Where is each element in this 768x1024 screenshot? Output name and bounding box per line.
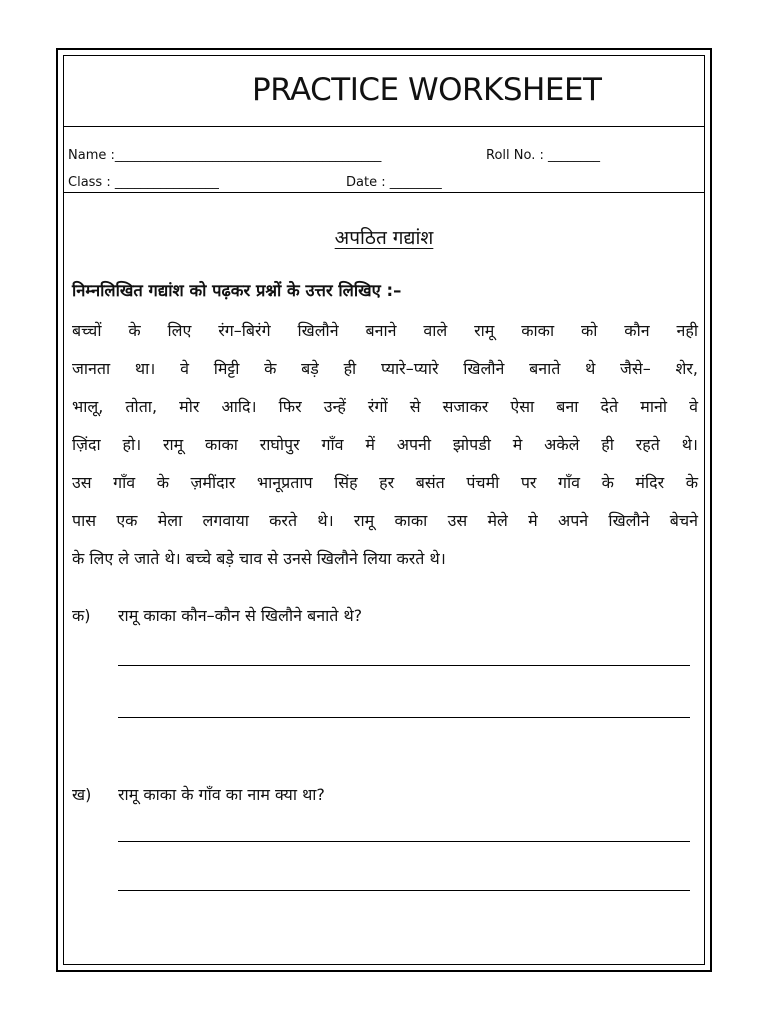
passage-line: के लिए ले जाते थे। बच्चे बड़े चाव से उनसे खिलौने लिया करते थे। — [72, 549, 446, 568]
passage-line: बच्चों के लिए रंग–बिरंगे खिलौने बनाने वाले रामू काका को कौन नही — [72, 321, 698, 340]
worksheet-outer-border — [56, 48, 712, 972]
passage-line: जानता था। वे मिट्टी के बड़े ही प्यारे–प्यारे खिलौने बनाते थे जैसे– शेर, — [72, 359, 698, 378]
question-2-text: रामू काका के गाँव का नाम क्या था? — [118, 785, 325, 804]
question-1-text: रामू काका कौन–कौन से खिलौने बनाते थे? — [118, 606, 363, 625]
worksheet-inner-border — [63, 55, 705, 965]
passage-line: ज़िंदा हो। रामू काका राघोपुर गाँव में अपनी झोपडी मे अकेले ही रहते थे। — [72, 435, 698, 454]
passage-heading — [64, 224, 704, 250]
student-info-box — [64, 127, 704, 193]
roll-no-field[interactable]: Roll No. : ________ — [486, 148, 600, 163]
answer-line[interactable] — [118, 665, 690, 666]
title-box — [64, 56, 704, 127]
name-field[interactable]: Name :_________________________________________ — [68, 148, 382, 163]
question-1 — [72, 604, 362, 626]
answer-line[interactable] — [118, 890, 690, 891]
answer-line[interactable] — [118, 841, 690, 842]
date-field[interactable]: Date : ________ — [346, 175, 442, 190]
class-field[interactable]: Class : ________________ — [68, 175, 219, 190]
passage-heading-text: अपठित गद्यांश — [334, 227, 434, 249]
question-2-label: ख) — [72, 785, 92, 804]
answer-line[interactable] — [118, 717, 690, 718]
passage-line: पास एक मेला लगवाया करते थे। रामू काका उस मेले मे अपने खिलौने बेचने — [72, 511, 698, 530]
question-1-label: क) — [72, 606, 91, 625]
instruction-text: निम्नलिखित गद्यांश को पढ़कर प्रश्नों के उत्तर लिखिए :– — [72, 281, 402, 300]
passage-line: भालू, तोता, मोर आदि। फिर उन्हें रंगों से सजाकर ऐसा बना देते मानो वे — [72, 397, 698, 416]
worksheet-title: PRACTICE WORKSHEET — [252, 72, 602, 108]
passage-line: उस गाँव के ज़मींदार भानूप्रताप सिंह हर बसंत पंचमी पर गाँव के मंदिर के — [72, 473, 698, 492]
question-2 — [72, 783, 325, 805]
